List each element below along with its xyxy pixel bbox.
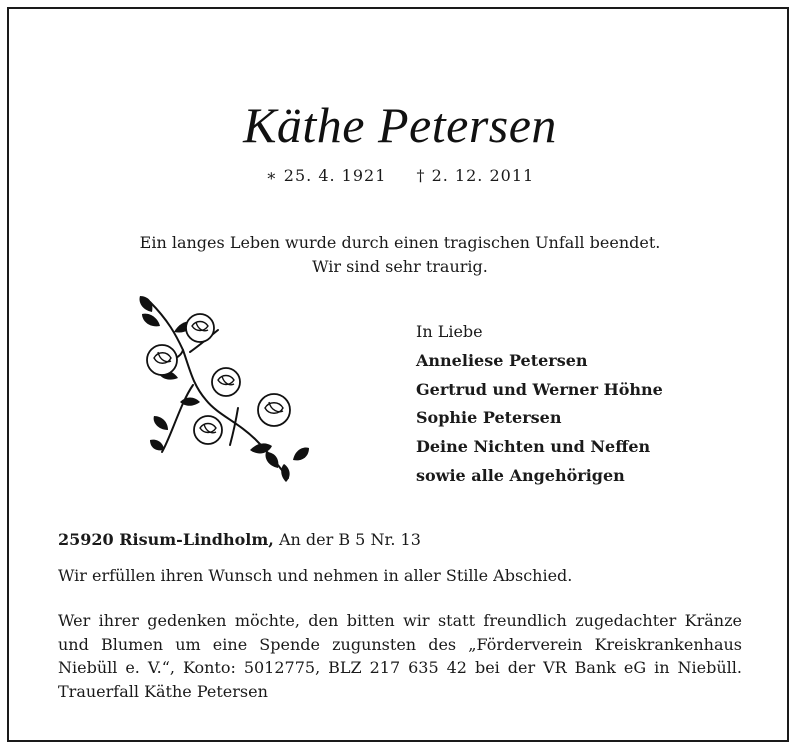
deceased-name: Käthe Petersen — [243, 97, 557, 153]
mourners-list — [416, 318, 663, 491]
birth-date: ∗ 25. 4. 1921 — [265, 166, 387, 185]
life-dates — [0, 166, 800, 185]
address-city: 25920 Risum-Lindholm, — [58, 530, 274, 549]
farewell-note: Wir erfüllen ihren Wunsch und nehmen in aller Stille Abschied. — [58, 566, 573, 585]
address-street: An der B 5 Nr. 13 — [273, 530, 421, 549]
death-date: † 2. 12. 2011 — [416, 166, 535, 185]
intro-text — [0, 231, 800, 279]
mourner-name: sowie alle Angehörigen — [416, 465, 625, 485]
donation-line: und Blumen um eine Spende zugunsten des „Förderverein Kreiskrankenhaus — [58, 634, 742, 654]
mourners-lead: In Liebe — [416, 322, 483, 341]
family-address — [58, 530, 421, 549]
donation-line: Trauerfall Käthe Petersen — [58, 681, 268, 701]
intro-line: Ein langes Leben wurde durch einen tragischen Unfall beendet. — [139, 233, 661, 252]
mourner-name: Anneliese Petersen — [416, 350, 588, 370]
roses-icon — [138, 290, 318, 485]
mourner-name: Sophie Petersen — [416, 408, 562, 428]
intro-line: Wir sind sehr traurig. — [312, 257, 488, 276]
mourner-name: Deine Nichten und Neffen — [416, 437, 651, 457]
donation-note — [58, 609, 742, 703]
donation-line: Wer ihrer gedenken möchte, den bitten wir statt freundlich zugedachter Kränze — [58, 611, 742, 630]
mourner-name: Gertrud und Werner Höhne — [416, 379, 663, 399]
donation-line: Niebüll e. V.“, Konto: 5012775, BLZ 217 635 42 bei der VR Bank eG in Niebüll. — [58, 658, 742, 677]
